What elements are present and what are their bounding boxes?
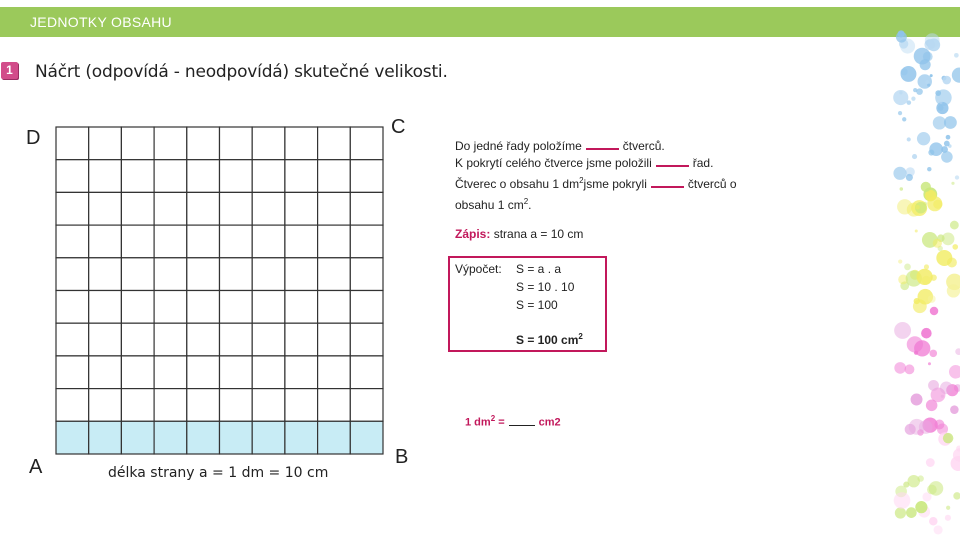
confetti-dot [925,80,929,84]
grid-cell [318,192,351,225]
grid-cell [252,160,285,193]
confetti-dot [945,515,951,521]
grid-cell [318,258,351,291]
grid-cell [350,421,383,454]
grid-cell [285,323,318,356]
grid-cell [121,291,154,324]
grid-cell [154,323,187,356]
grid-cell [252,421,285,454]
grid-cell [350,225,383,258]
zapis-row [455,227,583,241]
grid-cell [154,356,187,389]
task-number-badge: 1 [1,62,18,79]
instruction-line-1: Do jedné řady položíme čtverců. [455,139,665,153]
grid-cell [56,323,89,356]
grid-cell [56,291,89,324]
confetti-dot [940,381,953,394]
confetti-dot [904,264,911,271]
answer-blank[interactable] [586,138,619,150]
confetti-dot [909,419,925,435]
grid-cell [89,160,122,193]
instruction-line-4: obsahu 1 $cm^2$. [455,197,532,212]
grid-cell [56,421,89,454]
calc-label: Výpočet: [455,262,502,276]
corner-label-a: A [29,456,43,478]
instruction-text [455,138,815,214]
grid-cell [285,160,318,193]
confetti-dot [941,395,944,398]
answer-blank[interactable] [656,155,689,167]
grid-cell [121,225,154,258]
grid-cell [350,356,383,389]
grid-cell [220,127,253,160]
grid-cell [252,291,285,324]
corner-label-c: C [391,116,406,138]
grid-cell [187,160,220,193]
grid-cell [56,127,89,160]
grid-cell [89,258,122,291]
grid-cell [252,127,285,160]
task-title: Náčrt (odpovídá - neodpovídá) skutečné velikosti. [35,62,448,82]
grid-cell [285,258,318,291]
grid-cell [318,323,351,356]
grid-cell [252,323,285,356]
grid-cell [318,291,351,324]
confetti-dot [924,264,929,269]
grid-cell [154,160,187,193]
confetti-dot [894,492,911,509]
confetti-dot [944,141,950,147]
confetti-dot [944,116,957,129]
grid-cell [89,192,122,225]
grid-cell [121,127,154,160]
confetti-dot [953,492,960,499]
grid-cell [89,356,122,389]
confetti-dot [926,458,935,467]
grid-cell [56,192,89,225]
grid-cell [187,389,220,422]
confetti-dot [913,88,917,92]
grid-cell [220,192,253,225]
confetti-dot [949,365,960,379]
confetti-dot [916,269,932,285]
grid-cell [220,258,253,291]
grid-cell [318,127,351,160]
zapis-value: strana a = 10 cm [493,227,584,241]
confetti-dot [915,229,918,232]
grid-cell [350,323,383,356]
grid-cell [121,421,154,454]
grid-cell [89,225,122,258]
grid-cell [187,258,220,291]
confetti-dot [927,196,942,211]
grid-cell [220,389,253,422]
confetti-dot [895,507,906,518]
confetti-dot [955,175,959,179]
grid-cell [154,389,187,422]
calc-result: S = 100 $cm^2$ [516,332,583,347]
calculation-box [448,256,607,352]
grid-cell [121,160,154,193]
side-length-caption: délka strany a = 1 dm = 10 cm [108,465,329,481]
grid-cell [220,291,253,324]
confetti-dot [918,74,932,88]
confetti-dot [915,501,927,513]
grid-cell [350,192,383,225]
confetti-dot [899,91,902,94]
confetti-dot [902,117,906,121]
confetti-dot [908,475,920,487]
grid-cell [154,192,187,225]
corner-label-b: B [395,446,409,468]
confetti-dot [928,380,939,391]
confetti-dot [930,307,938,315]
confetti-dot [927,38,940,51]
confetti-dot [915,205,920,210]
confetti-dot [928,150,934,156]
grid-cell [154,258,187,291]
answer-blank[interactable] [509,415,535,426]
grid-cell [285,291,318,324]
confetti-dot [950,221,959,230]
grid-cell [89,291,122,324]
header-title: JEDNOTKY OBSAHU [30,14,172,30]
grid-cell [187,421,220,454]
grid-cell [220,225,253,258]
confetti-dot [935,90,941,96]
grid-cell [187,192,220,225]
zapis-label: Zápis: [455,227,491,241]
confetti-dot [930,350,938,358]
grid-cell [318,160,351,193]
grid-cell [220,421,253,454]
grid-cell [220,160,253,193]
confetti-dot [921,182,931,192]
grid-cell [187,127,220,160]
confetti-dot [907,137,911,141]
grid-cell [56,389,89,422]
grid-cell [89,421,122,454]
grid-cell [285,389,318,422]
confetti-dot [952,244,958,250]
confetti-dot [893,167,906,180]
confetti-dot [901,66,917,82]
confetti-dot [942,76,951,85]
confetti-dot [898,111,902,115]
grid-cell [56,225,89,258]
grid-cell [187,323,220,356]
confetti-dot [916,88,923,95]
confetti-dot [900,187,903,190]
confetti-dot [894,322,911,339]
square-grid [50,120,390,460]
grid-cell [187,225,220,258]
grid-cell [252,192,285,225]
grid-cell [89,127,122,160]
calc-line-2: S = 10 . 10 [516,280,575,294]
grid-cell [220,356,253,389]
instruction-line-3: Čtverec o obsahu 1 $dm^2jsme$ pokryli čtverců o [455,176,737,191]
confetti-dot [942,233,955,246]
confetti-dot [911,97,915,101]
grid-cell [285,127,318,160]
confetti-dot [917,132,930,145]
grid-cell [89,389,122,422]
confetti-dot [928,295,936,303]
grid-cell [318,225,351,258]
grid-cell [252,389,285,422]
confetti-dot [906,507,917,518]
grid-cell [121,323,154,356]
grid-cell [318,356,351,389]
grid-cell [252,356,285,389]
grid-cell [121,356,154,389]
confetti-dot [941,151,953,163]
calc-line-1: S = a . a [516,262,562,276]
confetti-dot [912,154,917,159]
confetti-dot [947,284,960,297]
confetti-dot [929,517,937,525]
confetti-decoration [880,30,960,540]
confetti-dot [947,258,957,268]
confetti-dot [920,59,931,70]
confetti-dot [946,506,950,510]
grid-cell [187,356,220,389]
grid-cell [56,258,89,291]
grid-cell [121,389,154,422]
confetti-dot [939,101,942,104]
instruction-line-2: K pokrytí celého čtverce jsme položili řad. [455,156,714,170]
confetti-dot [911,394,923,406]
confetti-dot [894,362,906,374]
grid-cell [154,127,187,160]
grid-cell [318,421,351,454]
calc-line-3: S = 100 [516,298,558,312]
header-bar [0,7,960,37]
grid-cell [154,421,187,454]
confetti-dot [954,53,959,58]
grid-cell [252,225,285,258]
confetti-dot [946,135,951,140]
grid-cell [350,258,383,291]
grid-cell [220,323,253,356]
grid-cell [285,421,318,454]
confetti-dot [927,167,931,171]
conversion-exercise: 1 $dm^2 = cm2$ [465,414,561,429]
answer-blank[interactable] [651,176,684,188]
grid-cell [89,323,122,356]
grid-cell [56,160,89,193]
grid-cell [56,356,89,389]
confetti-dot [934,525,943,534]
grid-cell [350,291,383,324]
confetti-dot [933,239,942,248]
confetti-dot [896,32,907,43]
confetti-dot [930,74,933,77]
confetti-dot [921,328,932,339]
confetti-dot [898,259,902,263]
confetti-dot [928,362,931,365]
grid-cell [154,291,187,324]
grid-cell [154,225,187,258]
grid-cell [285,356,318,389]
corner-label-d: D [26,127,41,149]
grid-cell [285,192,318,225]
confetti-dot [914,298,920,304]
grid-cell [318,389,351,422]
grid-cell [187,291,220,324]
grid-cell [252,258,285,291]
grid-cell [285,225,318,258]
confetti-dot [906,174,913,181]
confetti-dot [927,485,937,495]
confetti-dot [950,405,959,414]
grid-cell [350,127,383,160]
confetti-dot [952,68,960,83]
grid-cell [350,160,383,193]
grid-cell [121,258,154,291]
confetti-dot [907,336,923,352]
grid-cell [121,192,154,225]
grid-cell [350,389,383,422]
confetti-dot [951,182,954,185]
confetti-dot [943,433,953,443]
confetti-dot [955,348,960,355]
confetti-dot [905,364,915,374]
